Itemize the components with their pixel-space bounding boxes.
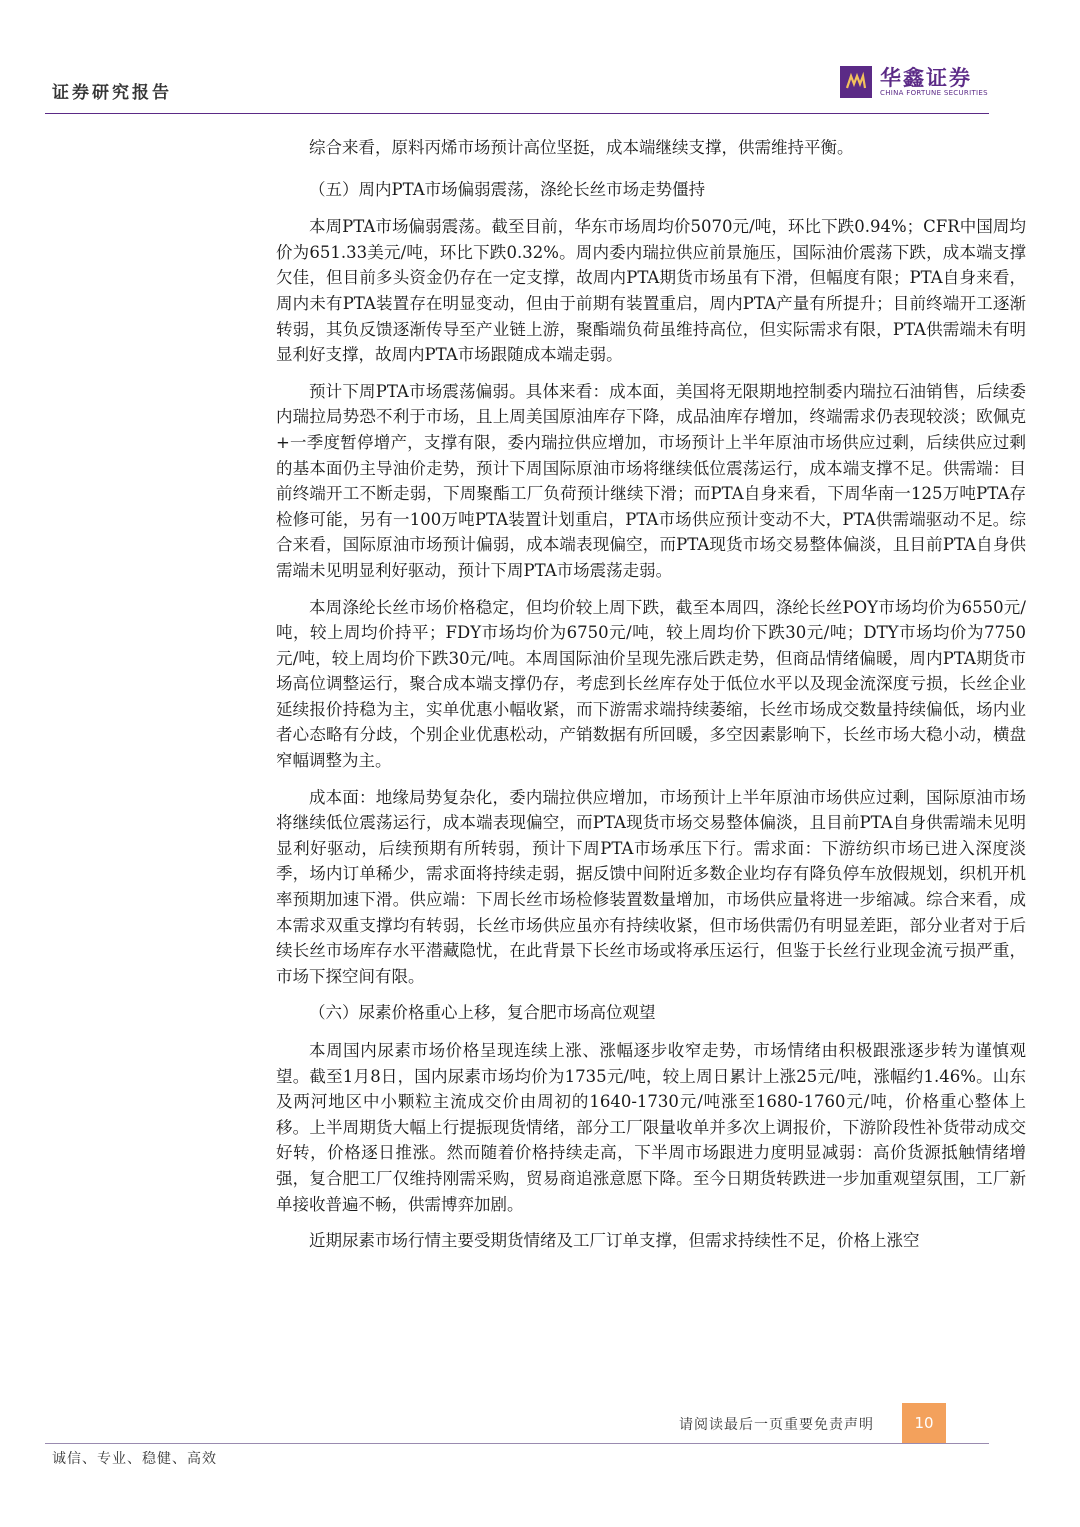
section-heading-urea: （六）尿素价格重心上移，复合肥市场高位观望 [309, 1003, 656, 1023]
paragraph-filament-weekly: 本周涤纶长丝市场价格稳定，但均价较上周下跌，截至本周四，涤纶长丝POY市场均价为6550元/吨，较上周均价持平；FDY市场均价为6750元/吨，较上周均价下跌30元/吨；DTY市场均价为7750元/吨，较上周均价下跌30元/吨。本周国际油价呈现先涨后跌走势，但商品情绪偏暖，周内PTA期货市场高位调整运行，聚合成本端支撑仍存，考虑到长丝库存处于低位水平以及现金流深度亏损，长丝企业延续报价持稳为主，实单优惠小幅收紧，而下游需求端持续萎缩，长丝市场成交数量持续偏低，场内业者心态略有分歧，个别企业优惠松动，产销数据有所回暖，多空因素影响下，长丝市场大稳小动，横盘窄幅调整为主。 [276, 597, 1026, 771]
logo-mark-icon [840, 66, 872, 98]
paragraph-pta-weekly: 本周PTA市场偏弱震荡。截至目前，华东市场周均价5070元/吨，环比下跌0.94%；CFR中国周均价为651.33美元/吨，环比下跌0.32%。周内委内瑞拉供应前景施压，国际油价震荡下跌，成本端支撑欠佳，但目前多头资金仍存在一定支撑，故周内PTA期货市场虽有下滑，但幅度有限；PTA自身来看，周内未有PTA装置存在明显变动，但由于前期有装置重启，周内PTA产量有所提升；目前终端开工逐渐转弱，其负反馈逐渐传导至产业链上游，聚酯端负荷虽维持高位，但实际需求有限，PTA供需端未有明显利好支撑，故周内PTA市场跟随成本端走弱。 [276, 217, 1026, 365]
header-divider [45, 113, 989, 114]
logo-chinese-name: 华鑫证券 [880, 66, 972, 90]
paragraph-urea-weekly: 本周国内尿素市场价格呈现连续上涨、涨幅逐步收窄走势，市场情绪由积极跟涨逐步转为谨慎观望。截至1月8日，国内尿素市场均价为1735元/吨，较上周日累计上涨25元/吨，涨幅约1.46%。山东及两河地区中小颗粒主流成交价由周初的1640-1730元/吨涨至1680-1760元/吨，价格重心整体上移。上半周期货大幅上行提振现货情绪，部分工厂限量收单并多次上调报价，下游阶段性补货带动成交好转，价格逐日推涨。然而随着价格持续走高，下半周市场跟进力度明显减弱：高价货源抵触情绪增强，复合肥工厂仅维持刚需采购，贸易商追涨意愿下降。至今日期货转跌进一步加重观望氛围，工厂新单接收普遍不畅，供需博弈加剧。 [276, 1041, 1026, 1214]
paragraph-pta-forecast: 预计下周PTA市场震荡偏弱。具体来看：成本面，美国将无限期地控制委内瑞拉石油销售，后续委内瑞拉局势恐不利于市场，且上周美国原油库存下降，成品油库存增加，终端需求仍表现较淡；欧佩克+一季度暂停增产，支撑有限，委内瑞拉供应增加，市场预计上半年原油市场供应过剩，后续供应过剩的基本面仍主导油价走势，预计下周国际原油市场将继续低位震荡运行，成本端支撑不足。供需端：目前终端开工不断走弱，下周聚酯工厂负荷预计继续下滑；而PTA自身来看，下周华南一125万吨PTA存检修可能，另有一100万吨PTA装置计划重启，PTA市场供应预计变动不大，PTA供需端驱动不足。综合来看，国际原油市场预计偏弱，成本端表现偏空，而PTA现货市场交易整体偏淡，且目前PTA自身供需端未见明显利好驱动，预计下周PTA市场震荡走弱。 [276, 381, 1026, 580]
company-logo [840, 66, 988, 98]
paragraph-urea-outlook: 近期尿素市场行情主要受期货情绪及工厂订单支撑，但需求持续性不足，价格上涨空 [309, 1231, 920, 1251]
footer-divider [45, 1443, 989, 1444]
report-type-label: 证券研究报告 [52, 83, 172, 103]
company-slogan: 诚信、专业、稳健、高效 [52, 1451, 217, 1467]
disclaimer-note: 请阅读最后一页重要免责声明 [679, 1417, 874, 1433]
report-body [276, 135, 1026, 1265]
paragraph-propylene-summary: 综合来看，原料丙烯市场预计高位坚挺，成本端继续支撑，供需维持平衡。 [309, 138, 854, 157]
logo-english-name: CHINA FORTUNE SECURITIES [880, 89, 988, 97]
page-number: 10 [902, 1403, 946, 1443]
paragraph-filament-forecast: 成本面：地缘局势复杂化，委内瑞拉供应增加，市场预计上半年原油市场供应过剩，国际原油市场将继续低位震荡运行，成本端表现偏空，而PTA现货市场交易整体偏淡，且目前PTA自身供需端未见明显利好驱动，后续预期有所转弱，预计下周PTA市场承压下行。需求面：下游纺织市场已进入深度淡季，场内订单稀少，需求面将持续走弱，据反馈中间附近多数企业均存有降负停车放假规划，织机开机率预期加速下滑。供应端：下周长丝市场检修装置数量增加，市场供应量将进一步缩减。综合来看，成本需求双重支撑均有转弱，长丝市场供应虽亦有持续收紧，但市场供需仍有明显差距，部分业者对于后续长丝市场库存水平潜藏隐忧，在此背景下长丝市场或将承压运行，但鉴于长丝行业现金流亏损严重，市场下探空间有限。 [276, 787, 1026, 986]
section-heading-pta: （五）周内PTA市场偏弱震荡，涤纶长丝市场走势僵持 [309, 179, 706, 199]
